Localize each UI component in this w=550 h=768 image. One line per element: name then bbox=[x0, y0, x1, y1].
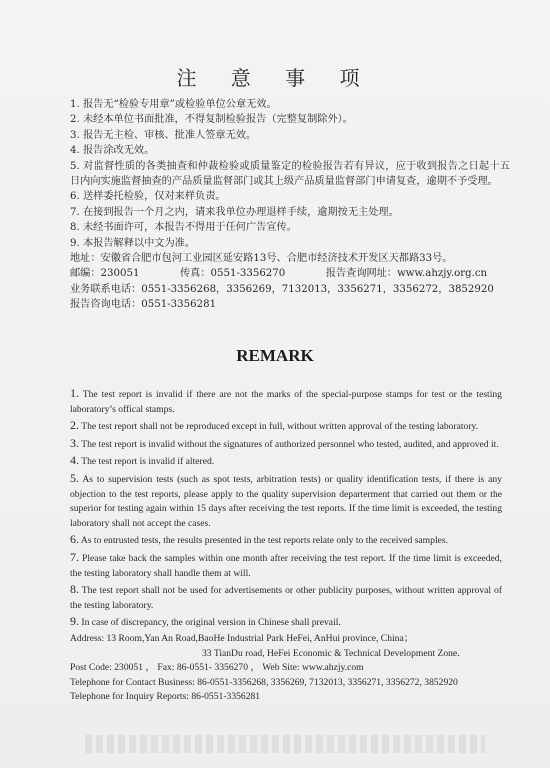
en-address-line2: 33 TianDu road, HeFei Economic & Technical Development Zone. bbox=[202, 647, 460, 659]
en-item-7 bbox=[70, 550, 502, 581]
cn-post-fax-web bbox=[70, 266, 510, 281]
en-remark-list bbox=[70, 386, 502, 705]
cn-item-6: 6. 送样委托检验，仅对来样负责。 bbox=[70, 191, 226, 203]
en-item-text: Please take back the samples within one month after receiving the test report. If the time limit is exceeded, the testing laboratory shall handle them at will. bbox=[70, 552, 502, 579]
en-item-num: 3. bbox=[70, 435, 79, 450]
cn-item-4: 4. 报告涂改无效。 bbox=[70, 145, 155, 157]
en-item-text: The test report is invalid without the signatures of authorized personnel who tested, audited, and approved it. bbox=[81, 438, 499, 450]
cn-business-phone: 业务联系电话：0551-3356268，3356269，7132013，3356271，3356272，3852920 bbox=[70, 283, 494, 295]
cn-item-2: 2. 未经本单位书面批准，不得复制检验报告（完整复制除外）。 bbox=[70, 114, 353, 126]
en-title: REMARK bbox=[236, 346, 314, 365]
en-item-num: 4. bbox=[70, 453, 79, 468]
en-item-2 bbox=[70, 418, 502, 435]
en-item-text: In case of discrepancy, the original version in Chinese shall prevail. bbox=[81, 617, 341, 629]
cn-notice-list bbox=[70, 97, 510, 313]
en-address-line1: Address: 13 Room,Yan An Road,BaoHe Industrial Park HeFei, AnHui province, China； bbox=[70, 632, 414, 644]
en-item-num: 2. bbox=[70, 418, 79, 433]
en-item-3 bbox=[70, 436, 502, 453]
en-item-num: 5. bbox=[70, 470, 79, 485]
cn-address: 地址：安徽省合肥市包河工业园区延安路13号、合肥市经济技术开发区天都路33号。 bbox=[70, 253, 453, 265]
en-item-num: 8. bbox=[70, 582, 79, 597]
en-item-5 bbox=[70, 471, 502, 531]
en-post-fax-web: Post Code: 230051 ， Fax: 86-0551- 3356270 ， Web Site: www.ahzjy.com bbox=[70, 662, 364, 674]
cn-item-9: 9. 本报告解释以中文为准。 bbox=[70, 237, 196, 249]
en-item-text: The test report shall not be used for advertisements or other publicity purposes, without written approval of the testing laboratory. bbox=[70, 585, 502, 611]
cn-item-8: 8. 未经书面许可，本报告不得用于任何广告宣传。 bbox=[70, 222, 297, 234]
en-item-num: 1. bbox=[70, 386, 79, 400]
cn-item-7: 7. 在接到报告一个月之内，请来我单位办理退样手续，逾期按无主处理。 bbox=[70, 206, 399, 218]
en-item-9 bbox=[70, 614, 502, 631]
cn-item-5: 5. 对监督性质的各类抽查和仲裁检验或质量鉴定的检验报告若有异议，应于收到报告之日起十五日内向实施监督抽查的产品质量监督部门或其上级产品质量监督部门申请复查，逾期不予受理。 bbox=[70, 160, 510, 188]
cn-website: 报告查询网址：www.ahzjy.org.cn bbox=[325, 268, 488, 280]
en-item-text: As to entrusted tests, the results presented in the test reports relate only to the received samples. bbox=[80, 535, 448, 547]
cn-postcode: 邮编：230051 bbox=[70, 268, 140, 280]
en-item-text: The test report is invalid if there are not the marks of the special-purpose stamps for test or the testing laboratory’s offical stamps. bbox=[70, 389, 502, 415]
en-item-text: As to supervision tests (such as spot tests, arbitration tests) or quality identification tests, if there is any objection to the test reports, please apply to the quality supervision departerment that carried out them or the superior for testing again within 15 days after receiving the test reports. If the time limit is exceeded, the testing laboratory shall not accept the cases. bbox=[70, 473, 502, 529]
cn-item-1: 1. 报告无“检验专用章”或检验单位公章无效。 bbox=[70, 99, 277, 110]
cn-fax: 传真：0551-3356270 bbox=[179, 268, 286, 280]
en-item-4 bbox=[70, 453, 502, 470]
cn-inquiry-phone: 报告咨询电话：0551-3356281 bbox=[70, 299, 217, 311]
en-business-phone: Telephone for Contact Business: 86-0551-3356268, 3356269, 7132013, 3356271, 3356272, 3852920 bbox=[70, 676, 458, 688]
en-inquiry-phone: Telephone for Inquiry Reports: 86-0551-3356281 bbox=[70, 691, 261, 703]
cn-title: 注 意 事 项 bbox=[176, 66, 374, 90]
cn-item-3: 3. 报告无主检、审核、批准人签章无效。 bbox=[70, 129, 257, 141]
en-item-num: 6. bbox=[70, 532, 79, 547]
en-item-1 bbox=[70, 386, 502, 417]
en-item-text: The test report is invalid if altered. bbox=[81, 456, 215, 468]
en-item-num: 9. bbox=[70, 614, 79, 629]
en-item-6 bbox=[70, 532, 502, 549]
en-item-num: 7. bbox=[70, 549, 79, 564]
bleed-through-shadow bbox=[85, 735, 485, 753]
en-item-text: The test report shall not be reproduced except in full, without written approval of the testing laboratory. bbox=[81, 421, 479, 433]
en-item-8 bbox=[70, 582, 502, 613]
